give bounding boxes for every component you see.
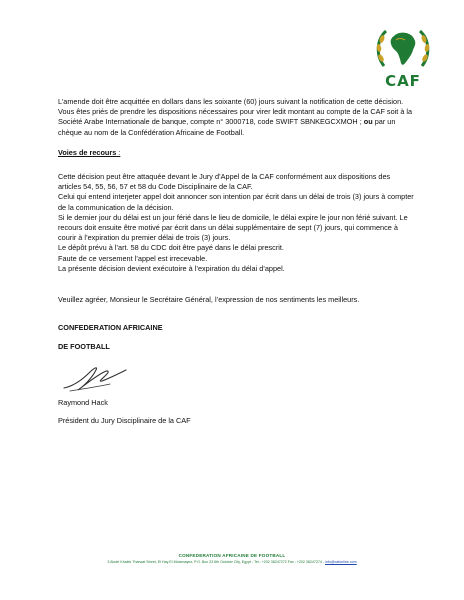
recours-line: Le dépôt prévu à l’art. 58 du CDC doit être payé dans le délai prescrit.: [58, 243, 284, 253]
footer-org-name: CONFEDERATION AFRICAINE DE FOOTBALL: [178, 553, 286, 558]
signer-name: Raymond Hack: [58, 398, 108, 407]
org-name-line-1: CONFEDERATION AFRICAINE: [58, 323, 163, 332]
footer-address: 3 Abdel Khalek Tharwat Street, El Hay El Motamayez, P.O. Box 23 6th October City, Egypt - Tel.: +202 38247272 Fax : +202 38247274 - info@cafonline.com: [107, 560, 357, 564]
recours-line: Si le dernier jour du délai est un jour férié dans le lieu de domicile, le délai expire le jour non férié suivant. Le recours doit ensuite être motivé par écrit dans un délai supplémentaire de sept (7) jours, qui commence à courir à l’expiration du premier délai de trois (3) jours.: [58, 212, 408, 243]
recours-paragraph: [58, 172, 414, 274]
recours-line: La présente décision devient exécutoire à l’expiration du délai d’appel.: [58, 263, 285, 273]
payment-paragraph: L’amende doit être acquittée en dollars dans les soixante (60) jours suivant la notification de cette décision. Vous êtes priés de prendre les dispositions nécessaires pour virer ledit montant au compte de la CAF soit à la Société Arabe Internationale de banque, compte n° 3000718, code SWIFT SBNKEGCXMOH ; ou par un chèque au nom de la Confédération Africaine de Football.: [58, 97, 413, 137]
signer-block: [58, 398, 414, 434]
emphasis-or: ou: [363, 117, 373, 127]
closing-paragraph: Veuillez agréer, Monsieur le Secrétaire Général, l’expression de nos sentiments les meilleurs.: [58, 295, 360, 304]
handwritten-signature: [60, 360, 130, 395]
caf-logo-text: CAF: [385, 72, 421, 90]
caf-emblem-icon: [372, 22, 434, 76]
footer-email-link[interactable]: info@cafonline.com: [325, 560, 357, 564]
organization-block: [58, 323, 414, 361]
section-heading-recours: Voies de recours :: [58, 148, 121, 157]
caf-logo: [372, 22, 434, 92]
signer-title: Président du Jury Disciplinaire de la CAF: [58, 416, 191, 426]
recours-line: Celui qui entend interjeter appel doit annoncer son intention par écrit dans un délai de trois (3) jours à compter de la communication de la décision.: [58, 192, 414, 212]
org-name-line-2: DE FOOTBALL: [58, 342, 110, 352]
page-footer: [40, 553, 424, 564]
recours-line: Faute de ce versement l’appel est irrecevable.: [58, 253, 208, 263]
recours-line: Cette décision peut être attaquée devant le Jury d’Appel de la CAF conformément aux dispositions des articles 54, 55, 56, 57 et 58 du Code Disciplinaire de la CAF.: [58, 172, 391, 192]
